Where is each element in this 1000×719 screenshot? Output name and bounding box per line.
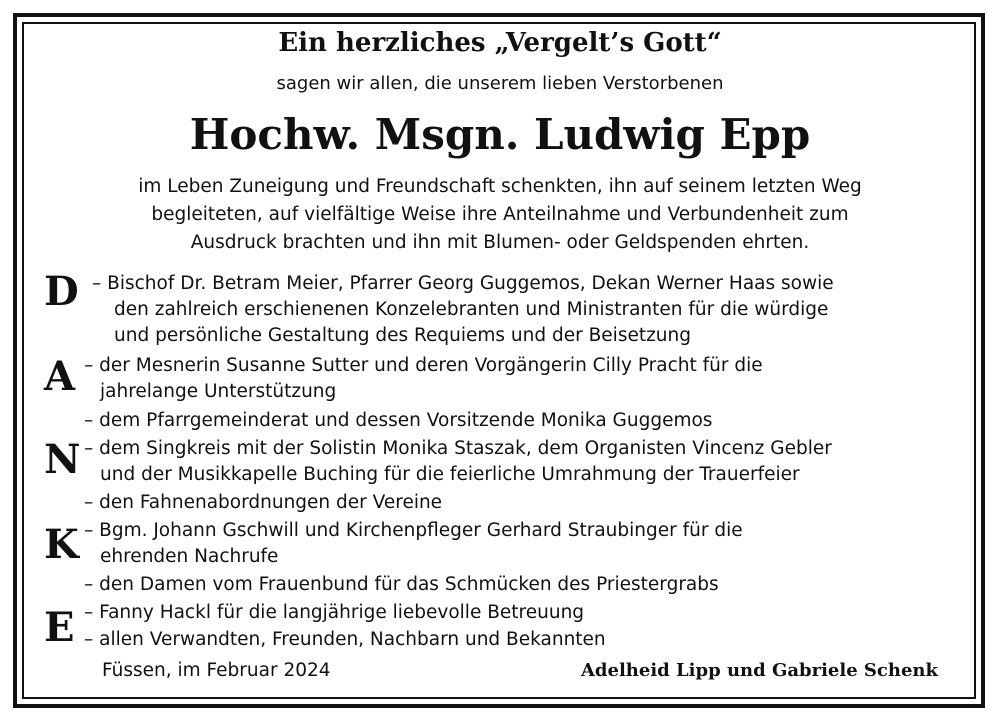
entry-line: – den Damen vom Frauenbund für das Schmücken des Priestergrabs bbox=[84, 574, 719, 595]
thanks-entry bbox=[84, 518, 743, 570]
thanks-entry bbox=[84, 572, 719, 598]
entry-line: ehrenden Nachrufe bbox=[100, 546, 279, 567]
intro-line: Ausdruck brachten und ihn mit Blumen- oder Geldspenden ehrten. bbox=[190, 232, 810, 253]
thanks-entry bbox=[92, 271, 834, 349]
signatories: Adelheid Lipp und Gabriele Schenk bbox=[580, 660, 938, 681]
deceased-name: Hochw. Msgn. Ludwig Epp bbox=[189, 110, 811, 159]
thanks-entry bbox=[84, 436, 832, 488]
danke-letter-k: K bbox=[44, 521, 79, 568]
thanks-entry bbox=[84, 490, 442, 516]
danke-letter-a: A bbox=[44, 353, 76, 400]
entry-line: – Fanny Hackl für die langjährige liebevolle Betreuung bbox=[84, 602, 585, 623]
entry-line: und persönliche Gestaltung des Requiems und der Beisetzung bbox=[114, 325, 691, 346]
entry-line: den zahlreich erschienenen Konzelebranten und Ministranten für die würdige bbox=[114, 299, 829, 320]
entry-line: – Bischof Dr. Betram Meier, Pfarrer Georg Guggemos, Dekan Werner Haas sowie bbox=[92, 273, 834, 294]
notice-subheading: sagen wir allen, die unserem lieben Verstorbenen bbox=[276, 73, 724, 94]
entry-line: – dem Pfarrgemeinderat und dessen Vorsitzende Monika Guggemos bbox=[84, 410, 713, 431]
danke-letter-d: D bbox=[44, 268, 79, 315]
entry-line: – der Mesnerin Susanne Sutter und deren Vorgängerin Cilly Pracht für die bbox=[84, 355, 763, 376]
entry-line: jahrelange Unterstützung bbox=[100, 381, 337, 402]
danke-letter-e: E bbox=[44, 604, 75, 651]
entry-line: – dem Singkreis mit der Solistin Monika Staszak, dem Organisten Vincenz Gebler bbox=[84, 438, 832, 459]
intro-line: im Leben Zuneigung und Freundschaft schenkten, ihn auf seinem letzten Weg bbox=[138, 176, 862, 197]
intro-line: begleiteten, auf vielfältige Weise ihre Anteilnahme und Verbundenheit zum bbox=[151, 204, 849, 225]
entry-line: – allen Verwandten, Freunden, Nachbarn und Bekannten bbox=[84, 629, 606, 650]
intro-text bbox=[0, 173, 1000, 257]
thanks-entry bbox=[84, 353, 763, 405]
thanks-entry bbox=[84, 600, 584, 626]
entry-line: – Bgm. Johann Gschwill und Kirchenpfleger Gerhard Straubinger für die bbox=[84, 520, 743, 541]
notice-heading: Ein herzliches „Vergelt’s Gott“ bbox=[278, 28, 722, 58]
entry-line: – den Fahnenabordnungen der Vereine bbox=[84, 492, 443, 513]
thanks-entry bbox=[84, 627, 606, 653]
place-date: Füssen, im Februar 2024 bbox=[102, 660, 331, 681]
entry-line: und der Musikkapelle Buching für die feierliche Umrahmung der Trauerfeier bbox=[100, 464, 800, 485]
thanks-entry bbox=[84, 408, 712, 434]
danke-letter-n: N bbox=[44, 436, 81, 483]
